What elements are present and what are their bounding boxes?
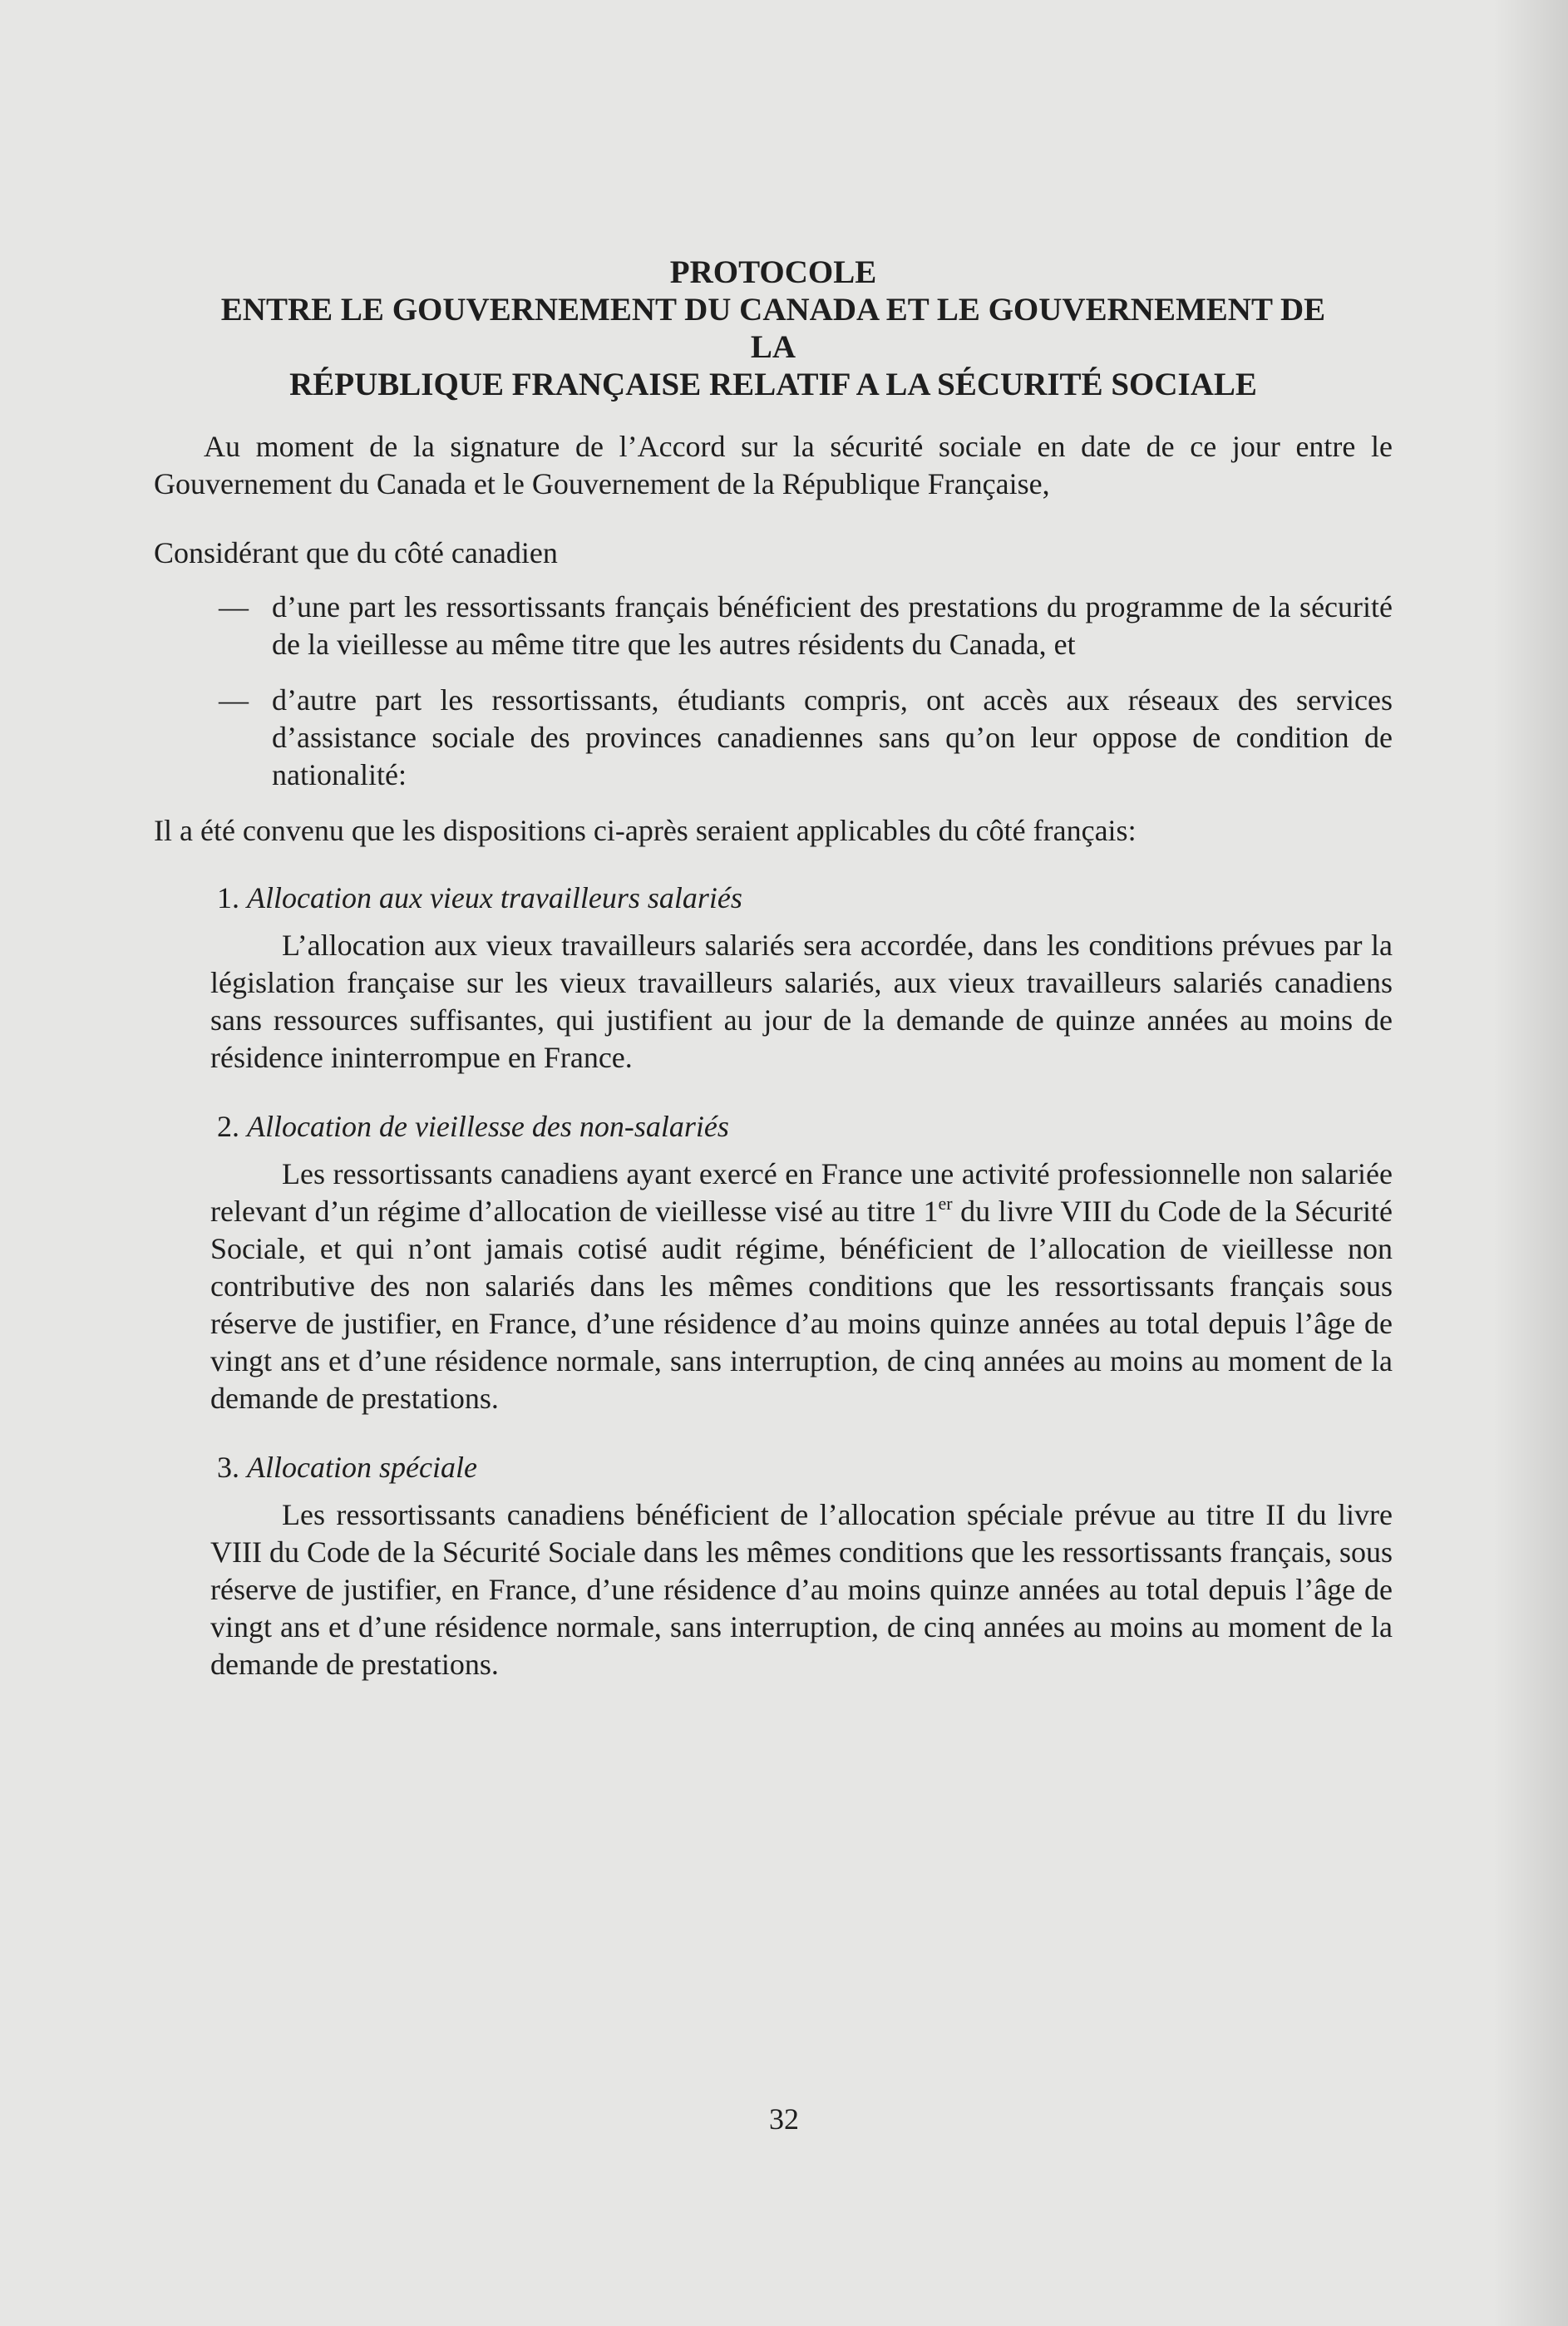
document-title [154,254,1393,403]
page-number: 32 [769,2102,799,2136]
section-body [210,1156,1393,1417]
section-number: 3. [217,1451,239,1484]
section-body: L’allocation aux vieux travailleurs salariés sera accordée, dans les conditions prévues par la législation française sur les vieux travailleurs salariés, aux vieux travailleurs salariés canadiens sans ressources suffisantes, qui justifient au jour de la demande de quinze années au moins de résidence ininterrompue en France. [210,929,1393,1074]
dash-item-1 [154,589,1393,663]
section-1 [154,880,1393,1077]
section-3 [154,1449,1393,1683]
title-line-2: ENTRE LE GOUVERNEMENT DU CANADA ET LE GOUVERNEMENT DE [220,292,1326,328]
title-line-4: RÉPUBLIQUE FRANÇAISE RELATIF A LA SÉCURITÉ SOCIALE [289,367,1257,402]
superscript-er: er [938,1193,953,1214]
title-line-3: LA [750,329,796,365]
dash-item-2 [154,682,1393,794]
title-line-1: PROTOCOLE [669,254,877,290]
page-edge-shadow [1493,0,1568,2326]
convenu-paragraph: Il a été convenu que les dispositions ci-après seraient applicables du côté français: [154,814,1137,847]
section-heading [217,1449,1393,1486]
dash-marker: — [219,683,249,717]
dash-item-text: d’autre part les ressortissants, étudiants compris, ont accès aux réseaux des services d’assistance sociale des provinces canadiennes sans qu’on leur oppose de condition de nationalité: [272,683,1393,791]
dash-marker: — [219,590,249,623]
dash-item-text: d’une part les ressortissants français bénéficient des prestations du programme de la sécurité de la vieillesse au même titre que les autres résidents du Canada, et [272,590,1393,661]
section-title: Allocation spéciale [247,1451,477,1484]
intro-paragraph: Au moment de la signature de l’Accord sur la sécurité sociale en date de ce jour entre le Gouvernement du Canada et le Gouvernement de la République Française, [154,430,1393,500]
section-body-part-1: Les ressortissants canadiens ayant exercé en France une activité professionnelle non salariée relevant d’un régime d’allocation de vieillesse visé au titre 1 [210,1157,1393,1228]
section-number: 1. [217,881,239,914]
section-heading [217,1108,1393,1146]
section-title: Allocation aux vieux travailleurs salariés [247,881,742,914]
section-body: Les ressortissants canadiens bénéficient de l’allocation spéciale prévue au titre II du livre VIII du Code de la Sécurité Sociale dans les mêmes conditions que les ressortissants français, sous réserve de justifier, en France, d’une résidence d’au moins quinze années au total depuis l’âge de vingt ans et d’une résidence normale, sans interruption, de cinq années au moins au moment de la demande de prestations. [210,1498,1393,1681]
section-number: 2. [217,1110,239,1143]
section-title: Allocation de vieillesse des non-salariés [247,1110,729,1143]
considerant-paragraph: Considérant que du côté canadien [154,536,558,569]
document-body [154,254,1393,1715]
section-heading [217,880,1393,917]
section-body-part-2: du livre VIII du Code de la Sécurité Sociale, et qui n’ont jamais cotisé audit régime, bénéficient de l’allocation de vieillesse non contributive des non salariés dans les mêmes conditions que les ressortissants français sous réserve de justifier, en France, d’une résidence d’au moins quinze années au total depuis l’âge de vingt ans et d’une résidence normale, sans interruption, de cinq années au moins au moment de la demande de prestations. [210,1195,1393,1415]
section-2 [154,1108,1393,1417]
